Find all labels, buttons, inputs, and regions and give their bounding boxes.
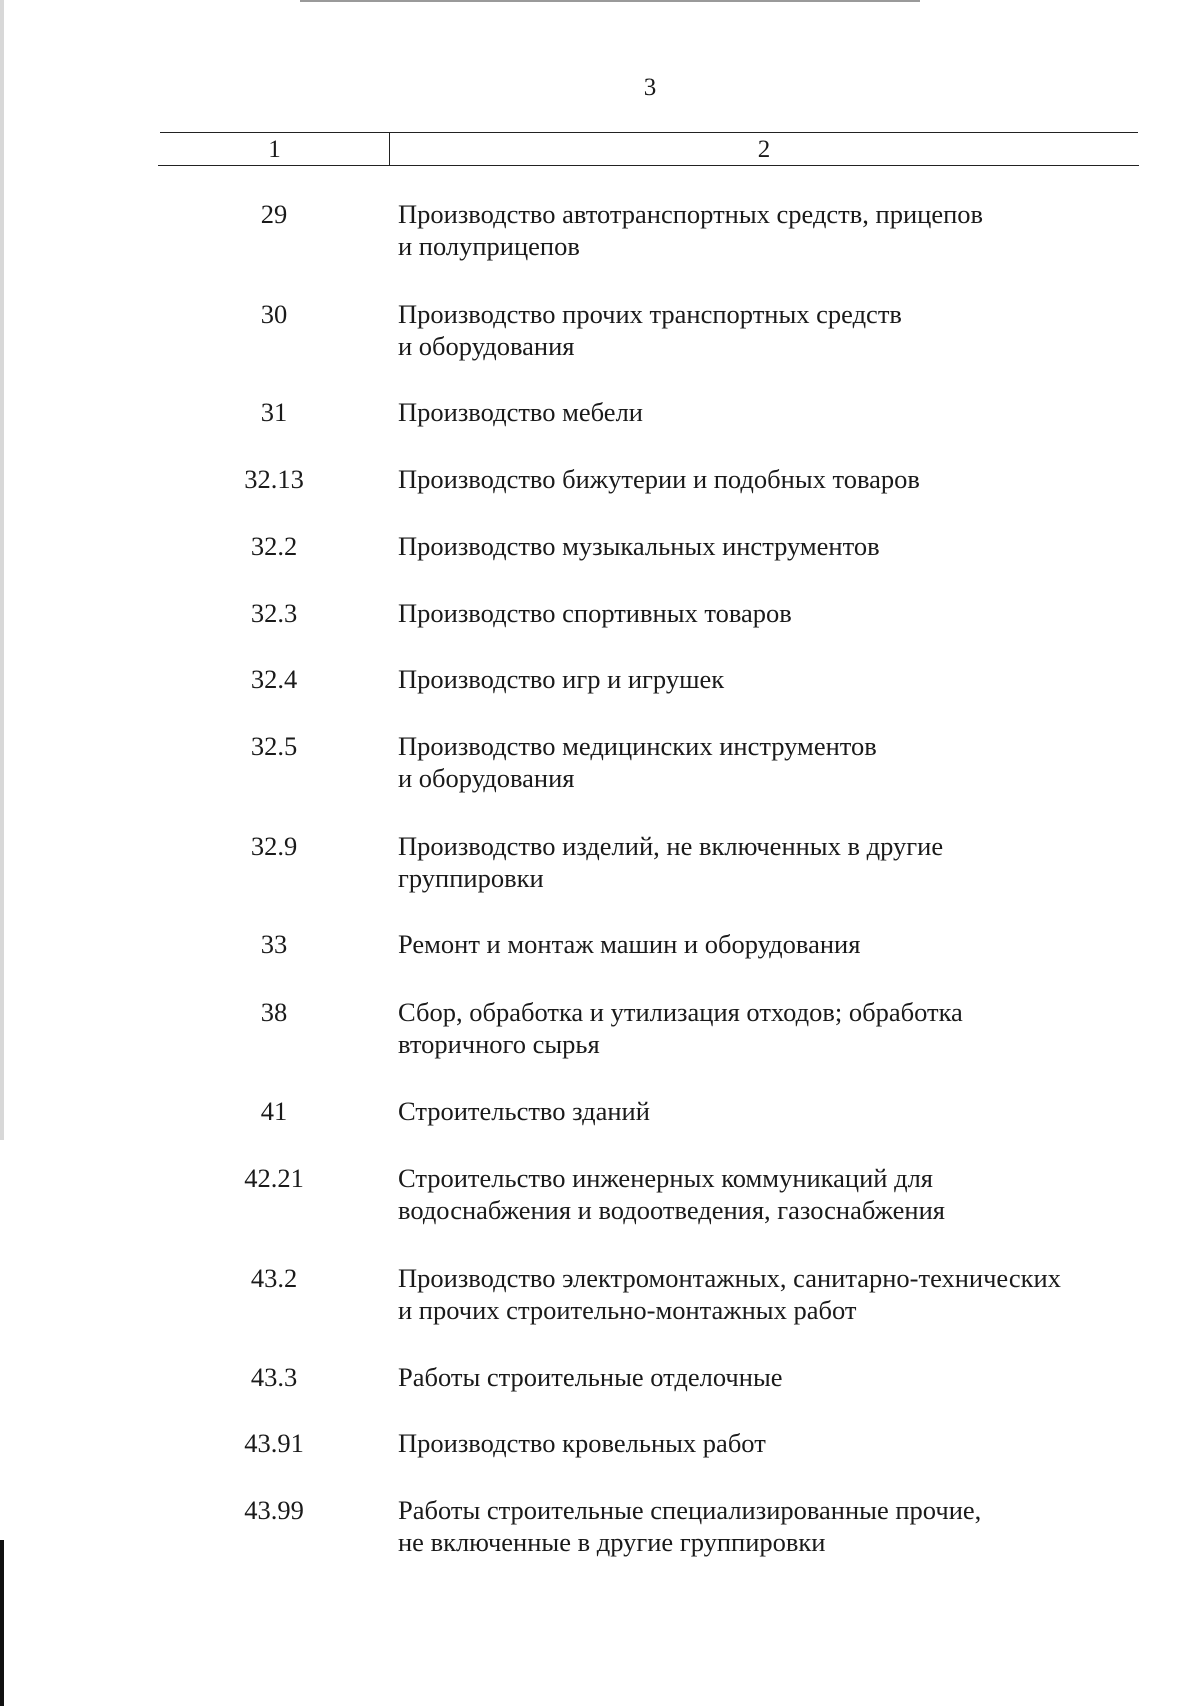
activity-name [398, 928, 1138, 960]
activity-name [398, 198, 1138, 262]
page-number: 3 [643, 74, 657, 101]
activity-name-line: и прочих строительно-монтажных работ [398, 1295, 857, 1325]
activity-code: 31 [260, 397, 288, 427]
activity-name-line: Производство медицинских инструментов [398, 731, 877, 761]
activity-name-line: Производство мебели [398, 397, 643, 427]
activity-name-line: и оборудования [398, 763, 575, 793]
activity-code: 32.2 [250, 531, 298, 561]
activity-name-line: Ремонт и монтаж машин и оборудования [398, 929, 861, 959]
activity-name-line: Строительство зданий [398, 1096, 650, 1126]
activity-code: 29 [260, 199, 288, 229]
activity-name [398, 597, 1138, 629]
activity-name-line: Производство игр и игрушек [398, 664, 725, 694]
activity-name-line: Производство изделий, не включенных в другие [398, 831, 944, 861]
activity-code: 41 [260, 1096, 288, 1126]
activity-name-line: Сбор, обработка и утилизация отходов; обработка [398, 997, 963, 1027]
activity-code: 30 [260, 299, 288, 329]
table-header-col-1: 1 [268, 136, 281, 163]
activity-name [398, 1262, 1138, 1326]
scan-edge-left [0, 0, 4, 1140]
activity-name-line: Производство музыкальных инструментов [398, 531, 880, 561]
activity-name-line: Производство спортивных товаров [398, 598, 792, 628]
activity-name [398, 1162, 1138, 1226]
scan-edge-top [300, 0, 920, 2]
activity-name [398, 1427, 1138, 1459]
activity-name [398, 663, 1138, 695]
activity-code: 32.9 [250, 831, 298, 861]
activity-name-line: вторичного сырья [398, 1029, 600, 1059]
activity-name [398, 396, 1138, 428]
activity-code: 32.4 [250, 664, 298, 694]
activity-name-line: Производство автотранспортных средств, прицепов [398, 199, 984, 229]
activity-name [398, 463, 1138, 495]
activity-name [398, 730, 1138, 794]
activity-code: 32.13 [244, 464, 304, 494]
activity-name-line: и полуприцепов [398, 231, 580, 261]
activity-name-line: не включенные в другие группировки [398, 1527, 826, 1557]
table-header-top-border [160, 132, 1138, 133]
activity-name-line: Производство электромонтажных, санитарно-технических [398, 1263, 1061, 1293]
activity-name [398, 298, 1138, 362]
activity-name [398, 830, 1138, 894]
activity-code: 43.91 [244, 1428, 304, 1458]
activity-name [398, 996, 1138, 1060]
activity-code: 33 [260, 929, 288, 959]
activity-code: 38 [260, 997, 288, 1027]
activity-code: 32.3 [250, 598, 298, 628]
activity-name [398, 1095, 1138, 1127]
scan-margin-bar [0, 1540, 4, 1706]
activity-name-line: водоснабжения и водоотведения, газоснабжения [398, 1195, 945, 1225]
activity-code: 43.99 [244, 1495, 304, 1525]
activity-code: 43.2 [250, 1263, 298, 1293]
activity-name-line: Производство бижутерии и подобных товаров [398, 464, 920, 494]
activity-name [398, 1494, 1138, 1558]
activity-code: 32.5 [250, 731, 298, 761]
activity-name-line: Производство кровельных работ [398, 1428, 766, 1458]
activity-name [398, 530, 1138, 562]
activity-name [398, 1361, 1138, 1393]
activity-code: 42.21 [244, 1163, 304, 1193]
activity-name-line: Работы строительные отделочные [398, 1362, 783, 1392]
activity-name-line: Работы строительные специализированные прочие, [398, 1495, 982, 1525]
activity-code: 43.3 [250, 1362, 298, 1392]
activity-name-line: и оборудования [398, 331, 575, 361]
activity-name-line: группировки [398, 863, 544, 893]
activity-name-line: Производство прочих транспортных средств [398, 299, 902, 329]
activity-name-line: Строительство инженерных коммуникаций для [398, 1163, 933, 1193]
table-header-col-2: 2 [757, 136, 771, 163]
table-header-bottom-border [158, 165, 1139, 166]
